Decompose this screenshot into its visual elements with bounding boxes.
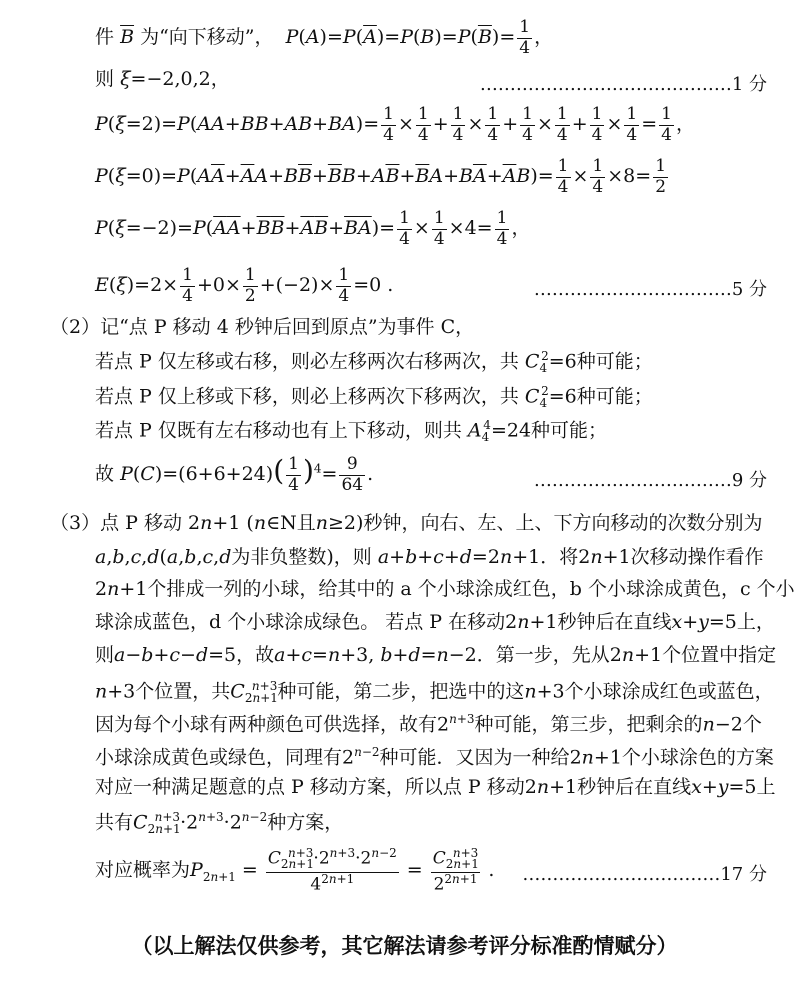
text: 种可能．又因为一种给 bbox=[379, 746, 570, 769]
text: 则 bbox=[95, 644, 115, 666]
text: 上， bbox=[736, 611, 775, 633]
text: （3）点 P 移动 bbox=[50, 512, 182, 534]
text: 秒钟后在直线 bbox=[577, 776, 692, 798]
section-3-line-9: 对应一种满足题意的点 P 移动方案，所以点 P 移动2n+1秒钟后在直线x+y=5上 bbox=[95, 776, 776, 798]
text: 对应概率为 bbox=[95, 859, 191, 882]
section-3-line-3: 2n+1个排成一列的小球，给其中的 a 个小球涂成红色，b 个小球涂成黄色，c 个小 bbox=[95, 578, 795, 600]
text: 种方案， bbox=[267, 811, 344, 834]
text: ．将 bbox=[540, 546, 579, 568]
text: 个 bbox=[742, 713, 762, 736]
text: 若点 P 仅既有左右移动也有上下移动，则共 bbox=[95, 419, 462, 442]
section-3-line-11: 对应概率为$P_{2n+1}$ = $\frac{C_{2n+1}^{n+3}\cdot 2^{n+3}\cdot 2^{n-2}}{4^{2n+1}}$ = $\frac{C_{2n+1}^{n+3}}{2^{2n+1}}$ . bbox=[95, 846, 495, 895]
text: 个位置中指定 bbox=[662, 644, 777, 666]
section-3-line-4: 球涂成蓝色，d 个小球涂成绿色。 若点 P 在移动2n+1秒钟后在直线x+y=5上， bbox=[95, 611, 775, 633]
text: 种可能； bbox=[576, 350, 653, 373]
text: 共有 bbox=[95, 811, 134, 834]
score-17: ……………………………17 分 bbox=[522, 864, 767, 885]
text: ．第一步，先从 bbox=[476, 644, 610, 666]
score-1: ……………………………………1 分 bbox=[479, 74, 767, 95]
section-2-line-3: 若点 P 仅既有左右移动也有上下移动，则共 $A_4^4=24$种可能； bbox=[95, 418, 608, 445]
text: 件 bbox=[95, 26, 115, 49]
text: 种可能； bbox=[576, 385, 653, 408]
text: 秒钟，向右、左、上、下方向移动的次数分别为 bbox=[363, 512, 763, 534]
section-3-line-8: 小球涂成黄色或绿色，同理有$2^{n-2}$种可能．又因为一种给2n+1个小球涂色的方案 bbox=[95, 745, 774, 769]
text: 则 bbox=[95, 68, 115, 90]
text: 球涂成蓝色，d 个小球涂成绿色。 若点 P 在移动 bbox=[95, 611, 506, 633]
text: ，故 bbox=[236, 644, 275, 666]
line-4: $P(\xi=0)=P(A\overline{A}+\overline{A}A+B\overline{B}+\overline{B}B+A\overline{B}+\overline{B}A+B\overline{A}+\overline{A}B)=$ $\frac{1}{4}$ × $\frac{1}{4}$ ×8= $\frac{1}{2}$ bbox=[95, 156, 667, 197]
section-2-line-2: 若点 P 仅上移或下移，则必上移两次下移两次，共 $C_4^2=6$种可能； bbox=[95, 384, 653, 411]
section-2-line-4: 故 P(C)=(6+6+24)( $\frac{1}{4}$ )$^4$= $\frac{9}{64}$ . bbox=[95, 454, 374, 495]
text: 因为每个小球有两种颜色可供选择，故有 bbox=[95, 713, 438, 736]
text: 上 bbox=[756, 776, 776, 798]
text: 个位置，共 bbox=[135, 680, 231, 703]
text: 若点 P 仅左移或右移，则必左移两次右移两次，共 bbox=[95, 350, 519, 373]
section-2-title: （2）记“点 P 移动 4 秒钟后回到原点”为事件 C， bbox=[50, 316, 475, 338]
footer-note: （以上解法仅供参考，其它解法请参考评分标准酌情赋分） bbox=[131, 934, 678, 958]
line-1: 件 $\overline{B}$ 为“向下移动”， $P(A)=P(\overline{A})=P(B)=P(\overline{B})=$ $\frac{1}{4}$ ， bbox=[95, 17, 554, 58]
text: 若点 P 仅上移或下移，则必上移两次下移两次，共 bbox=[95, 385, 519, 408]
text: 次移动操作看作 bbox=[630, 546, 764, 568]
section-3-line-1: （3）点 P 移动 2n+1 (n∈N且n≥2)秒钟，向右、左、上、下方向移动的次数分别为 bbox=[50, 512, 763, 534]
text: 种可能，第三步，把剩余的 bbox=[474, 713, 703, 736]
text: 为“向下移动”， bbox=[140, 26, 274, 49]
text: 个小球涂成红色或蓝色， bbox=[564, 680, 774, 703]
text: 小球涂成黄色或绿色，同理有 bbox=[95, 746, 343, 769]
text: 种可能； bbox=[531, 419, 608, 442]
text: 个排成一列的小球，给其中的 a 个小球涂成红色，b 个小球涂成黄色，c 个小 bbox=[147, 578, 795, 600]
score-5: ……………………………5 分 bbox=[533, 279, 767, 300]
line-5: $P(\xi=-2)=P(\overline{A}\overline{A}+\overline{B}\overline{B}+\overline{A}\overline{B}+\overline{B}\overline{A})=$ $\frac{1}{4}$ × $\frac{1}{4}$ ×4= $\frac{1}{4}$ ， bbox=[95, 208, 531, 249]
section-3-line-7: 因为每个小球有两种颜色可供选择，故有$2^{n+3}$种可能，第三步，把剩余的n−2个 bbox=[95, 712, 762, 736]
math: $\overline{B}$ bbox=[120, 26, 135, 49]
text: 对应一种满足题意的点 P 移动方案，所以点 P 移动 bbox=[95, 776, 525, 798]
line-3: P(ξ=2)=P(AA+BB+AB+BA)= $\frac{1}{4}$ × $\frac{1}{4}$ + $\frac{1}{4}$ × $\frac{1}{4}$ + $\frac{1}{4}$ × $\frac{1}{4}$ + $\frac{1}{4}$ × $\frac{1}{4}$ = $\frac{1}{4}$ ， bbox=[95, 104, 695, 145]
section-3-line-2: a,b,c,d(a,b,c,d为非负整数)，则 a+b+c+d=2n+1．将2n+1次移动操作看作 bbox=[95, 546, 764, 568]
section-3-line-5: 则a−b+c−d=5，故a+c=n+3, b+d=n−2．第一步，先从2n+1个位置中指定 bbox=[95, 644, 777, 666]
score-9: ……………………………9 分 bbox=[533, 470, 767, 491]
text: 个小球涂色的方案 bbox=[621, 746, 774, 769]
math: P bbox=[279, 26, 299, 49]
line-2: 则 ξ=−2,0,2， bbox=[95, 68, 230, 90]
line-6: E(ξ)=2× $\frac{1}{4}$ +0× $\frac{1}{2}$ +(−2)× $\frac{1}{4}$ =0 . bbox=[95, 265, 394, 306]
text: 为非负整数)，则 bbox=[231, 546, 372, 568]
section-2-line-1: 若点 P 仅左移或右移，则必左移两次右移两次，共 $C_4^2=6$种可能； bbox=[95, 349, 653, 376]
text: 秒钟后在直线 bbox=[557, 611, 672, 633]
text: 种可能，第二步，把选中的这 bbox=[277, 680, 525, 703]
section-3-line-6: n+3个位置，共$C_{2n+1}^{n+3}$种可能，第二步，把选中的这n+3个小球涂成红色或蓝色， bbox=[95, 679, 774, 706]
text: 故 bbox=[95, 463, 115, 486]
section-3-line-10: 共有$C_{2n+1}^{n+3}\cdot 2^{n+3}\cdot 2^{n-2}$种方案， bbox=[95, 810, 344, 837]
